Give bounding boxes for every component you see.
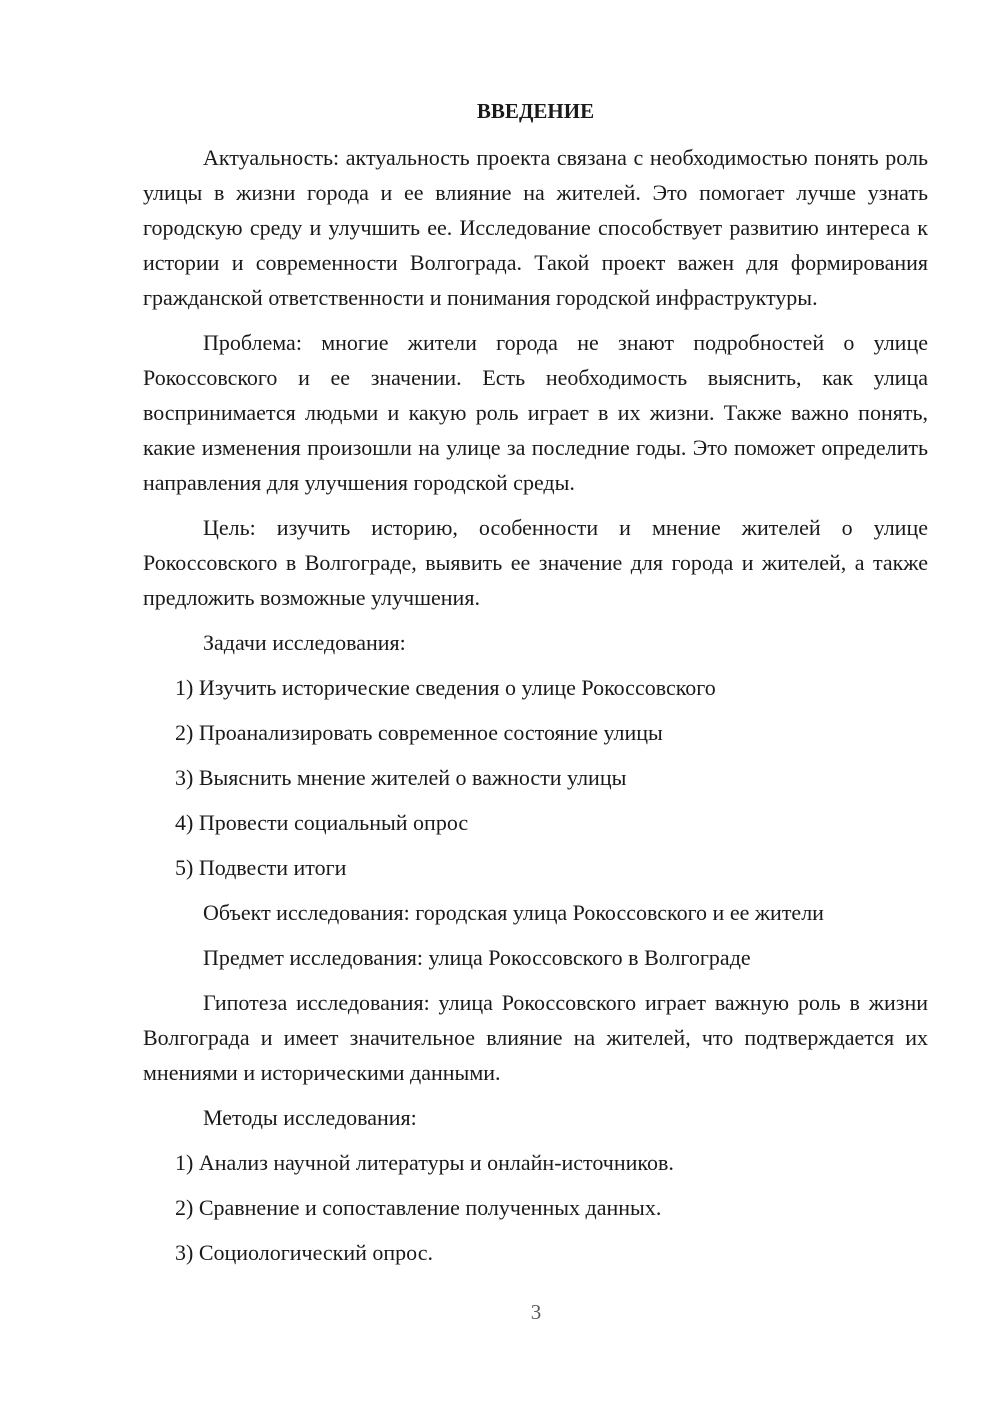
page-number: 3 (530, 1300, 542, 1324)
section-heading: ВВЕДЕНИЕ (476, 99, 595, 123)
list-item: 1) Анализ научной литературы и онлайн-источников. (175, 1150, 674, 1175)
goal-paragraph: Цель: изучить историю, особенности и мнение жителей о улице Рокоссовского в Волгограде, выявить ее значение для города и жителей, а также предложить возможные улучшения. (143, 515, 928, 610)
subject-paragraph: Предмет исследования: улица Рокоссовского в Волгограде (203, 945, 751, 970)
relevance-paragraph: Актуальность: актуальность проекта связана с необходимостью понять роль улицы в жизни города и ее влияние на жителей. Это помогает лучше узнать городскую среду и улучшить ее. Исследование способствует развитию интереса к истории и современности Волгограда. Такой проект важен для формирования гражданской ответственности и понимания городской инфраструктуры. (143, 145, 928, 310)
list-item: 3) Выяснить мнение жителей о важности улицы (175, 765, 627, 790)
list-item: 3) Социологический опрос. (175, 1240, 433, 1265)
object-paragraph: Объект исследования: городская улица Рокоссовского и ее жители (203, 900, 824, 925)
list-item: 1) Изучить исторические сведения о улице Рокоссовского (175, 675, 716, 700)
document-page (143, 96, 928, 1270)
tasks-heading: Задачи исследования: (203, 630, 406, 655)
problem-paragraph: Проблема: многие жители города не знают подробностей о улице Рокоссовского и ее значении. Есть необходимость выяснить, как улица воспринимается людьми и какую роль играет в их жизни. Также важно понять, какие изменения произошли на улице за последние годы. Это поможет определить направления для улучшения городской среды. (143, 330, 928, 495)
list-item: 2) Сравнение и сопоставление полученных данных. (175, 1195, 662, 1220)
list-item: 2) Проанализировать современное состояние улицы (175, 720, 663, 745)
list-item: 5) Подвести итоги (175, 855, 347, 880)
tasks-list (143, 670, 928, 885)
methods-list (143, 1145, 928, 1270)
list-item: 4) Провести социальный опрос (175, 810, 469, 835)
hypothesis-paragraph: Гипотеза исследования: улица Рокоссовского играет важную роль в жизни Волгограда и имеет значительное влияние на жителей, что подтверждается их мнениями и историческими данными. (143, 990, 928, 1085)
methods-heading: Методы исследования: (203, 1105, 417, 1130)
